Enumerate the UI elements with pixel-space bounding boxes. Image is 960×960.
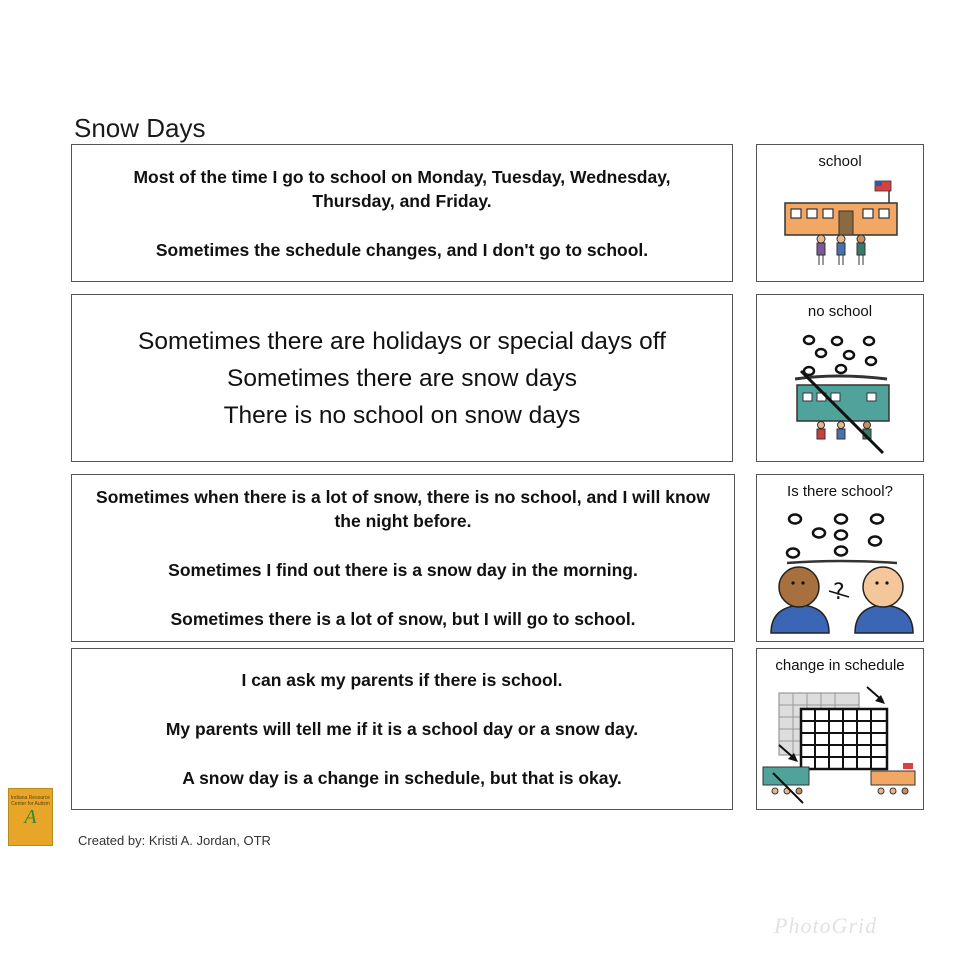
panel-1-line-2: Sometimes the schedule changes, and I don't go to school.: [155, 239, 649, 260]
school-icon: [757, 145, 925, 283]
iraca-logo: [8, 788, 53, 846]
panel-3-line-1: Sometimes when there is a lot of snow, there is no school, and I will know the night before.: [96, 487, 710, 531]
svg-text:?: ?: [833, 580, 845, 605]
picture-label-change-in-schedule: change in schedule: [775, 657, 905, 674]
panel-2-line-3: There is no school on snow days: [223, 401, 581, 429]
picture-label-school: school: [818, 153, 862, 170]
no-school-icon: [757, 295, 925, 463]
panel-2-line-2: Sometimes there are snow days: [227, 364, 577, 392]
text-panel-4: [71, 648, 733, 810]
panel-4-line-1: I can ask my parents if there is school.: [241, 670, 563, 690]
picture-card-is-there-school: [756, 474, 924, 642]
picture-label-no-school: no school: [807, 303, 873, 320]
calendar-change-icon: [757, 649, 925, 811]
picture-card-school: [756, 144, 924, 282]
logo-mark: A: [24, 806, 37, 828]
panel-3-line-2: Sometimes I find out there is a snow day in the morning.: [168, 560, 638, 580]
picture-card-no-school: [756, 294, 924, 462]
picture-label-is-there-school: Is there school?: [787, 483, 893, 500]
panel-4-line-2: My parents will tell me if it is a school day or a snow day.: [165, 719, 639, 739]
panel-2-line-1: Sometimes there are holidays or special days off: [138, 327, 666, 355]
text-panel-3: [71, 474, 735, 642]
question-faces-icon: [757, 475, 925, 643]
panel-4-line-3: A snow day is a change in schedule, but that is okay.: [182, 768, 622, 788]
panel-1-line-1: Most of the time I go to school on Monday, Tuesday, Wednesday, Thursday, and Friday.: [133, 166, 671, 211]
credit-text: Created by: Kristi A. Jordan, OTR: [78, 833, 271, 848]
logo-text: Indiana Resource Center for Autism: [10, 795, 51, 807]
text-panel-2: [71, 294, 733, 462]
watermark: PhotoGrid: [774, 913, 878, 938]
page-title: Snow Days: [74, 113, 206, 143]
picture-card-change-in-schedule: [756, 648, 924, 810]
panel-3-line-3: Sometimes there is a lot of snow, but I will go to school.: [170, 609, 636, 629]
text-panel-1: [71, 144, 733, 282]
